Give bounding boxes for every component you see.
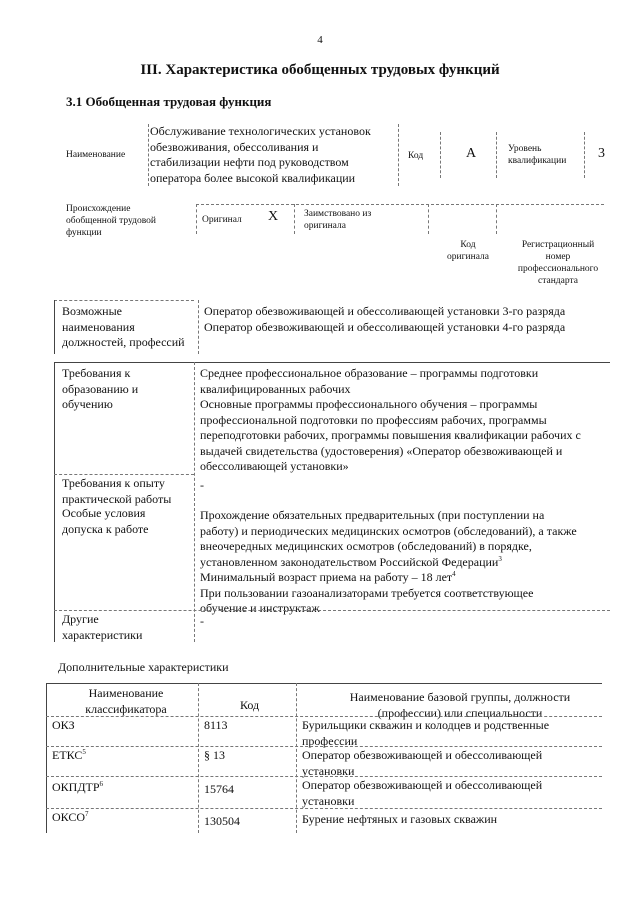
function-name-line: обезвоживания, обессоливания и	[150, 139, 319, 154]
education-line: Среднее профессиональное образование – программы подготовки	[200, 366, 539, 380]
code-original-line: Код	[460, 240, 476, 250]
admission-line: работу) и периодических медицинских осмотров (обследований), а также	[200, 523, 577, 538]
classifier-code: 8113	[204, 718, 228, 732]
table-line	[46, 776, 602, 777]
min-age-text: Минимальный возраст приема на работу – 18 лет	[200, 570, 453, 584]
header-name-line: классификатора	[85, 701, 167, 716]
additional-title: Дополнительные характеристики	[58, 660, 229, 674]
frame-line	[496, 132, 497, 178]
education-line: профессиональной подготовки по профессиям рабочих, программы	[200, 412, 547, 427]
classifier-code: 15764	[204, 782, 234, 796]
code-value: А	[466, 146, 477, 161]
frame-line	[54, 474, 194, 475]
education-label-line: Требования к	[62, 366, 131, 380]
frame-line	[54, 610, 610, 611]
education-line: квалифицированных рабочих	[200, 381, 351, 396]
classifier-name: ОКЗ	[52, 718, 75, 732]
reg-number-line: номер	[545, 252, 571, 262]
admission-line: Прохождение обязательных предварительных (при поступлении на	[200, 508, 545, 522]
experience-label	[62, 476, 171, 507]
education-value	[200, 366, 610, 475]
code-original-line: оригинала	[447, 252, 489, 262]
origin-label-line: Происхождение	[66, 204, 131, 214]
classifier-name: ОКПДТР$^6$	[52, 780, 104, 794]
borrowed-label-line: оригинала	[304, 221, 346, 231]
other-label-line: Другие	[62, 612, 99, 626]
section-title: III. Характеристика обобщенных трудовых функций	[140, 62, 500, 78]
admission-line: внеочередных медицинских осмотров (обследований) в порядке,	[200, 539, 532, 553]
frame-line	[54, 300, 55, 354]
classifier-name: ОКСО$^7$	[52, 810, 89, 824]
footnote-mark: 4	[452, 570, 456, 578]
table-line	[46, 683, 47, 833]
min-age-line	[200, 570, 610, 586]
level-value: 3	[598, 146, 605, 161]
education-line: обессоливающей установки»	[200, 459, 349, 473]
level-label-line: Уровень	[508, 144, 542, 154]
reg-number-line: Регистрационный	[521, 240, 595, 250]
position-item: Оператор обезвоживающей и обессоливающей установки 3-го разряда	[204, 304, 566, 318]
frame-line	[496, 204, 497, 234]
header-name	[56, 686, 196, 717]
code-label: Код	[408, 151, 424, 161]
origin-label	[66, 203, 156, 239]
reg-number-line: стандарта	[538, 276, 578, 286]
education-label-line: обучению	[62, 397, 113, 411]
admission-label-line: допуска к работе	[62, 521, 149, 536]
other-value: -	[200, 614, 204, 628]
frame-line	[398, 124, 399, 186]
classifier-code: § 13	[204, 748, 225, 762]
classifier-group: Оператор обезвоживающей и обессоливающей установки	[302, 748, 543, 778]
header-group-line: Наименование базовой группы, должности	[349, 690, 571, 704]
borrowed-label-line: Заимствовано из	[304, 209, 372, 219]
function-name-line: оператора более высокой квалификации	[150, 170, 356, 185]
positions-label-line: должностей, профессий	[62, 335, 185, 349]
function-name-line: стабилизации нефти под руководством	[150, 155, 349, 169]
gas-line: обучение и инструктаж	[200, 601, 320, 615]
table-row	[52, 718, 602, 746]
frame-line	[198, 300, 199, 354]
frame-line	[196, 204, 604, 205]
classifier-group: Бурение нефтяных и газовых скважин	[302, 812, 498, 826]
education-line: выдачей свидетельства (удостоверения) «Оператор обезвоживающей и	[200, 443, 563, 458]
frame-line	[196, 204, 197, 234]
table-row	[52, 810, 602, 830]
education-label-line: образованию и	[62, 381, 139, 396]
admission-label-line: Особые условия	[62, 506, 146, 520]
origin-label-line: обобщенной трудовой	[66, 216, 156, 226]
positions-label-line: Возможные	[62, 304, 122, 318]
admission-text: установленном законодательством Российской Федерации	[200, 554, 499, 569]
frame-line	[54, 300, 194, 301]
frame-line	[54, 362, 55, 642]
reg-number-line: профессионального	[517, 264, 599, 274]
experience-label-line: практической работы	[62, 491, 172, 506]
education-label	[62, 366, 138, 413]
position-item: Оператор обезвоживающей и обессоливающей установки 4-го разряда	[204, 319, 566, 334]
origin-label-line: функции	[66, 228, 102, 238]
frame-line	[584, 132, 585, 178]
name-label: Наименование	[66, 150, 126, 160]
other-label-line: характеристики	[62, 627, 143, 642]
table-line	[46, 683, 602, 684]
table-row	[52, 748, 602, 776]
footnote-mark: 3	[498, 554, 502, 563]
subsection-title: 3.1 Обобщенная трудовая функция	[66, 94, 272, 109]
page-number: 4	[317, 34, 323, 46]
reg-number-label	[506, 239, 610, 287]
level-label-line: квалификации	[508, 156, 567, 166]
education-line: Основные программы профессионального обучения – программы	[200, 397, 538, 411]
function-name	[150, 124, 400, 186]
admission-line	[200, 555, 610, 571]
frame-line	[428, 204, 429, 234]
frame-line	[194, 362, 195, 642]
frame-line	[294, 204, 295, 234]
experience-value: -	[200, 478, 204, 492]
table-line	[46, 746, 602, 747]
admission-value	[200, 508, 610, 617]
header-code: Код	[240, 698, 260, 712]
classifier-code: 130504	[204, 814, 240, 828]
classifier-group: Бурильщики скважин и колодцев и родственные профессии	[302, 718, 550, 748]
frame-line	[148, 124, 149, 186]
table-row	[52, 778, 602, 806]
experience-label-line: Требования к опыту	[62, 476, 165, 490]
original-mark: Х	[268, 209, 279, 224]
original-label: Оригинал	[202, 215, 242, 225]
admission-label	[62, 506, 149, 537]
frame-line	[440, 132, 441, 178]
gas-line: При пользовании газоанализаторами требуется соответствующее	[200, 585, 534, 600]
header-name-line: Наименование	[88, 686, 164, 700]
classifier-group: Оператор обезвоживающей и обессоливающей установки	[302, 778, 543, 808]
code-original-label	[436, 239, 500, 263]
table-line	[46, 808, 602, 809]
header-group-line: (профессии) или специальности	[377, 705, 543, 720]
other-label	[62, 612, 142, 643]
classifier-name: ЕТКС$^5$	[52, 748, 86, 762]
borrowed-label	[304, 208, 371, 232]
frame-line	[54, 362, 610, 363]
level-label	[508, 143, 566, 167]
function-name-line: Обслуживание технологических установок	[150, 124, 371, 138]
table-line	[46, 716, 602, 717]
positions-label	[62, 304, 185, 351]
positions-label-line: наименования	[62, 319, 135, 334]
positions-value	[204, 304, 565, 335]
education-line: переподготовки рабочих, программы повышения квалификации рабочих с	[200, 428, 581, 442]
